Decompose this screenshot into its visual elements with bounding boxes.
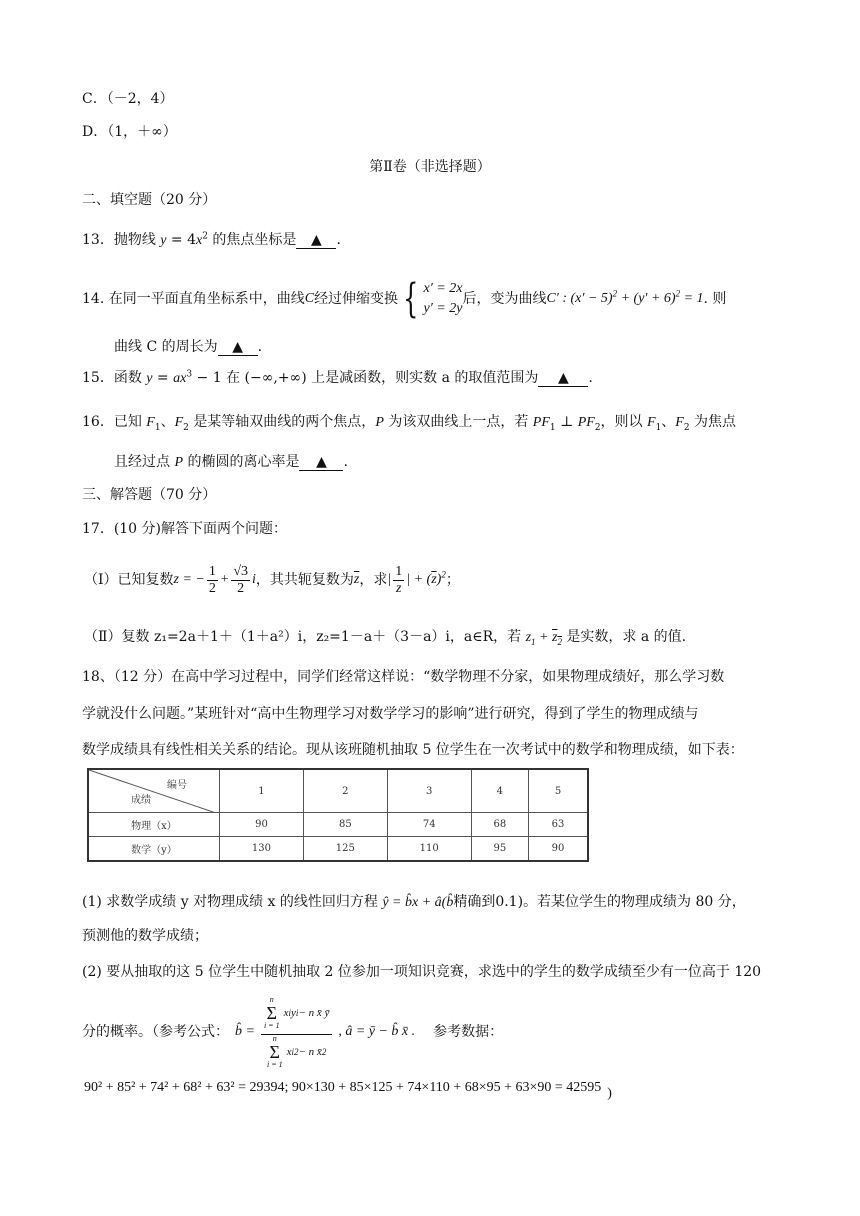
q16-answer-blank[interactable]: ▲ [299,454,343,471]
q16-e: 为焦点 [689,414,737,430]
corner-bottom-label: 成绩 [131,795,151,806]
q18-line1: 18、（12 分）在高中学习过程中，同学们经常这样说：“数学物理不分家，如果物理成绩好，那么学习数 [82,669,725,685]
b-hat-formula: n Σ i = 1 x i y i − n x̄ ȳ n Σ i = 1 x i 2 − n x̄ 2 [261,996,332,1069]
table-cell: 110 [387,837,471,861]
q18-sub2-ref: 参考数据： [433,1024,504,1040]
q17-conjugate: $\overline{z}$ [353,572,360,587]
table-header-id: 3 [387,769,471,813]
q14-mid1: 经过伸缩变换 [314,291,399,307]
q17-fraction-sqrt3: $\frac{√3}{2}$ [233,563,249,596]
q16-b: 是某等轴双曲线的两个焦点， [188,414,376,430]
q17-part1: （Ⅰ）已知复数 z = − $\frac{1}{2}$ + $\frac{√3}{2}$ i ，其共轭复数为 $\overline{z}$ ，求 | $\frac{1}{z}$ | + $(\overline{z})^2$ ； [84,563,460,596]
q18-data-line: 90² + 85² + 74² + 68² + 63² = 29394; 90×130 + 85×125 + 74×110 + 68×95 + 63×90 = 42595 [84,1080,602,1095]
question-15: 15．函数 $y = ax^3 - 1$ 在 (−∞,+∞) 上是减函数，则实数 a 的取值范围为 ▲ . [82,369,593,386]
table-row [88,837,588,861]
question-14-line2 [114,337,262,357]
part3-heading: 三、解答题（70 分） [82,487,217,503]
table-header-id: 4 [471,769,528,813]
q18-sub2-line1: (2) 要从抽取的这 5 位学生中随机抽取 2 位参加一项知识竞赛，求选中的学生的数学成绩至少有一位高于 120 [82,964,762,980]
q17-part1-end: ； [445,572,460,588]
q18-sub2-prefix: 分的概率。（参考公式： [82,1024,229,1040]
q18-data-close: ) [607,1086,612,1101]
q15-answer-blank[interactable]: ▲ [538,370,588,387]
q17-part2-text: （Ⅱ）复数 z₁=2a＋1＋（1＋a²）i，z₂=1－a＋（3－a）i，a∈R，若 [84,629,526,645]
part2-heading: 二、填空题（20 分） [82,192,217,208]
q16-d: ，则以 [600,414,647,430]
q18-line3: 数学成绩具有线性相关关系的结论。现从该班随机抽取 5 位学生在一次考试中的数学和物理成绩，如下表： [82,742,744,758]
q14-end: . 则 [703,291,727,307]
question-13: 13．抛物线 $y = 4x^2$ 的焦点坐标是 ▲ . [82,231,341,248]
q14-end-dot: . [257,339,263,355]
q17-fraction-half: $\frac{1}{2}$ [208,563,216,596]
q17-title: 17．(10 分)解答下面两个问题： [82,521,288,537]
corner-top-label: 编号 [167,780,187,791]
q17-complex-z: z = − [173,572,205,587]
q16-end: . [343,454,348,470]
question-14 [82,276,726,322]
q15-prefix: 15．函数 [82,370,147,386]
diagonal-divider [89,770,219,812]
table-header-id: 5 [529,769,588,813]
table-row [88,813,588,837]
table-header-id: 2 [303,769,387,813]
q18-sub2-formula-line [82,990,503,1074]
q16-line2-prefix: 且经过点 [114,454,175,470]
q13-mid: 的焦点坐标是 [207,232,297,248]
row-label-physics: 物理（x） [88,813,220,837]
q15-end: . [588,370,593,386]
q18-sub1 [82,892,746,913]
table-cell: 130 [220,837,304,861]
table-cell: 125 [303,837,387,861]
q13-equation: y [160,233,167,248]
b-hat-symbol: b̂ = [235,1024,255,1039]
q13-answer-blank[interactable]: ▲ [296,232,336,249]
table-cell: 90 [529,837,588,861]
q13-prefix: 13．抛物线 [82,232,161,248]
q16-c: 为该双曲线上一点，若 [383,414,533,430]
q15-mid: 上是减函数，则实数 a 的取值范围为 [306,370,539,386]
table-corner-cell [88,769,220,813]
q17-sum: $z_1 + z_2$ [525,630,562,647]
q16-line2-mid: 的椭圆的离心率是 [183,454,300,470]
question-16-line2: 且经过点 P 的椭圆的离心率是 ▲ . [114,454,348,470]
table-cell: 74 [387,813,471,837]
q17-part1-prefix: （Ⅰ）已知复数 [84,572,174,588]
table-cell: 95 [471,837,528,861]
q17-fraction-1-over-z: $\frac{1}{z}$ [395,563,403,596]
table-header-row [88,769,588,813]
q18-sub1-line2: 预测他的数学成绩； [82,928,208,944]
table-header-id: 1 [220,769,304,813]
q18-sub1-prefix: (1) 求数学成绩 y 对物理成绩 x 的线性回归方程 [82,894,383,910]
q14-prefix: 14. 在同一平面直角坐标系中，曲线 [82,291,305,307]
q17-part1-mid: ，其共轭复数为 [255,572,354,588]
q17-part1-mid2: ，求 [359,572,388,588]
q17-expression: | + $(\overline{z})^2$ [406,569,446,587]
q14-curve-c: C [304,291,315,306]
regression-equation: ŷ = b̂x + â(b̂ [382,895,454,910]
q14-line2-prefix: 曲线 C 的周长为 [114,339,218,355]
option-d: D．（1，＋∞） [82,124,177,140]
q18-line2: 学就没什么问题。”某班针对“高中生物理学习对数学学习的影响”进行研究，得到了学生的物理成绩与 [82,706,699,722]
row-label-math: 数学（y） [88,837,220,861]
table-cell: 63 [529,813,588,837]
question-16: 16．已知 $F_1$、$F_2$ 是某等轴双曲线的两个焦点，P 为该双曲线上一点，若 $PF_1$ ⊥ $PF_2$，则以 $F_1$、$F_2$ 为焦点 [82,414,737,433]
q15-equation: y [146,371,153,386]
q14-equation: C′ : $(x' - 5)^2 + (y' + 6)^2 = 1$ [546,288,704,306]
section-title: 第Ⅱ卷（非选择题） [369,159,491,175]
q17-part2 [84,627,686,648]
q14-answer-blank[interactable]: ▲ [218,339,258,356]
q17-part2-end: 是实数，求 a 的值. [561,629,687,645]
q18-sub1-end: 。若某位学生的物理成绩为 80 分， [523,894,746,910]
q18-sub1-paren: 精确到0.1) [453,894,524,910]
q18-reference-data [84,1078,612,1101]
q14-transform-system: { x′ = 2x y′ = 2y [403,276,463,322]
q16-a: 16．已知 [82,414,147,430]
table-cell: 68 [471,813,528,837]
q17-abs-open: | [387,572,392,587]
scores-table [87,768,589,862]
q13-end: . [336,232,341,248]
table-cell: 90 [220,813,304,837]
q14-mid2: 后，变为曲线 [462,291,547,307]
table-cell: 85 [303,813,387,837]
option-c: C．（－2，4） [82,91,174,107]
a-hat-formula: , â = ȳ − b̂ x̄ . [338,1024,416,1039]
